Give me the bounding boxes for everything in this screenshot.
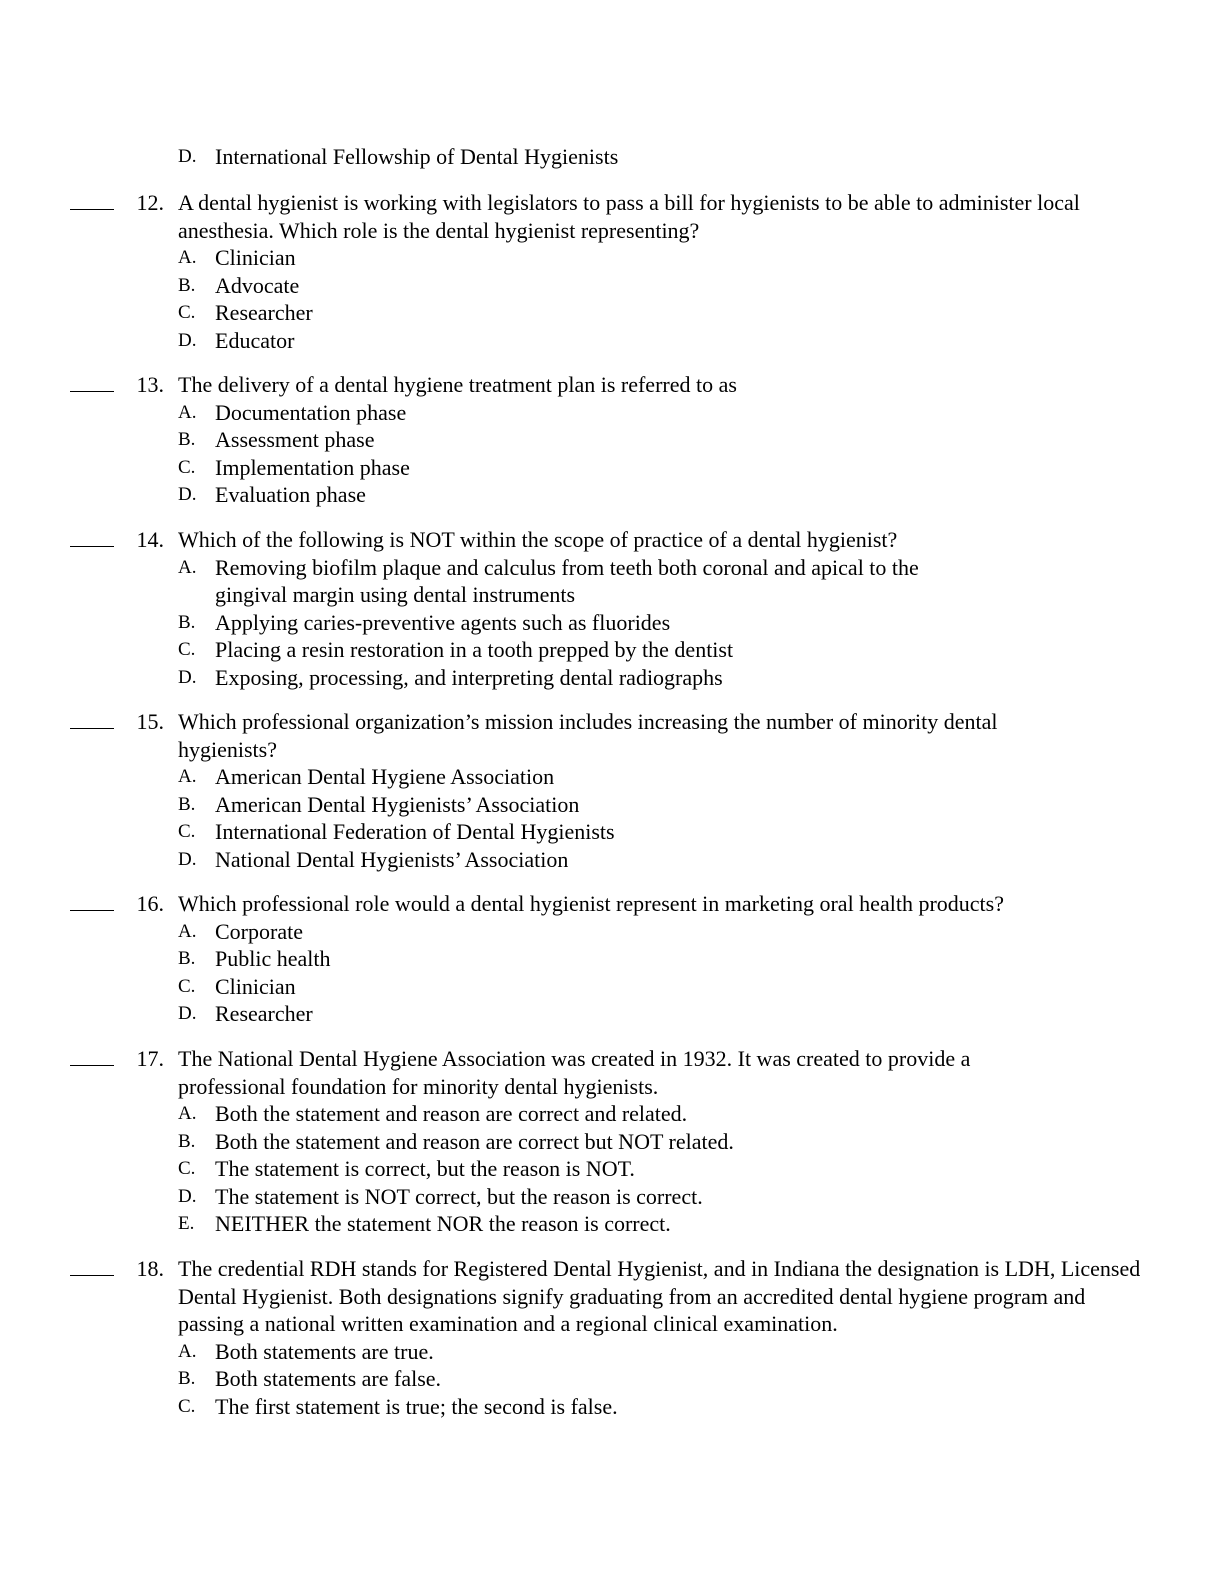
answer-blank <box>70 209 114 210</box>
question-number: 12. <box>136 190 164 215</box>
option-item <box>178 763 1078 791</box>
answer-blank <box>70 546 114 547</box>
option-item <box>178 1210 1078 1238</box>
option-letter: B. <box>178 429 196 450</box>
option-text: Corporate <box>215 918 303 944</box>
option-text: Advocate <box>215 272 300 298</box>
option-letter: D. <box>178 146 197 167</box>
option-text: Applying caries-preventive agents such as fluorides <box>215 609 671 635</box>
question-text: Which professional role would a dental hygienist represent in marketing oral health products? <box>178 891 1004 916</box>
option-item <box>178 1128 1078 1156</box>
option-item <box>178 327 1078 355</box>
option-letter: D. <box>178 1185 197 1207</box>
option-text: Exposing, processing, and interpreting dental radiographs <box>215 664 723 690</box>
answer-blank <box>70 1275 114 1276</box>
option-letter: C. <box>178 975 196 997</box>
option-letter: A. <box>178 1103 197 1124</box>
answer-blank <box>70 1065 114 1066</box>
option-item <box>178 454 1078 482</box>
question-number: 17. <box>136 1046 164 1071</box>
option-letter: D. <box>178 484 197 505</box>
option-letter: A. <box>178 401 197 423</box>
option-text: Both statements are true. <box>215 1338 434 1364</box>
option-text: Both statements are false. <box>215 1366 442 1391</box>
option-letter: B. <box>178 793 196 815</box>
option-letter: C. <box>178 1395 196 1417</box>
option-letter: C. <box>178 302 196 323</box>
question-number: 14. <box>136 527 164 552</box>
option-item <box>178 1183 1078 1211</box>
question-17 <box>0 1045 1224 1238</box>
option-letter: C. <box>178 639 196 660</box>
option-item <box>178 918 1078 946</box>
option-text: Both the statement and reason are correct but NOT related. <box>215 1128 734 1154</box>
option-text: The statement is NOT correct, but the reason is correct. <box>215 1183 703 1209</box>
option-text: Clinician <box>215 973 296 999</box>
option-letter: A. <box>178 766 197 787</box>
option-item <box>178 818 1078 846</box>
question-15 <box>0 708 1224 873</box>
option-item <box>178 481 1078 509</box>
option-letter: B. <box>178 611 196 633</box>
option-item <box>178 426 1078 454</box>
option-item <box>178 1393 1078 1421</box>
option-text: Public health <box>215 946 331 971</box>
option-letter: D. <box>178 1003 197 1024</box>
option-text: Researcher <box>215 1001 313 1026</box>
option-text: American Dental Hygienists’ Association <box>215 791 580 817</box>
option-item <box>178 143 1078 171</box>
option-item <box>178 609 1078 637</box>
option-item <box>178 554 948 609</box>
option-item <box>178 973 1078 1001</box>
option-item <box>178 244 1078 272</box>
option-text: National Dental Hygienists’ Association <box>215 846 569 872</box>
option-text: International Federation of Dental Hygienists <box>215 819 615 844</box>
option-text: Clinician <box>215 245 296 270</box>
option-text: Documentation phase <box>215 399 407 425</box>
question-text: Which professional organization’s mission includes increasing the number of minority dental hygienists? <box>178 709 998 762</box>
option-text: Assessment phase <box>215 427 375 452</box>
option-text: International Fellowship of Dental Hygienists <box>215 144 619 169</box>
option-item <box>178 299 1078 327</box>
option-letter: D. <box>178 666 197 688</box>
option-letter: B. <box>178 274 196 296</box>
option-letter: A. <box>178 920 197 942</box>
option-letter: A. <box>178 556 197 578</box>
question-18 <box>0 1255 1224 1420</box>
question-12 <box>0 189 1224 354</box>
option-letter: D. <box>178 329 197 351</box>
option-text: Placing a resin restoration in a tooth prepped by the dentist <box>215 637 734 662</box>
option-text: American Dental Hygiene Association <box>215 764 555 789</box>
option-item <box>178 1100 1078 1128</box>
option-text: Removing biofilm plaque and calculus from teeth both coronal and apical to the gingival margin using dental instruments <box>215 554 919 607</box>
question-text: Which of the following is NOT within the scope of practice of a dental hygienist? <box>178 527 898 552</box>
question-text: A dental hygienist is working with legislators to pass a bill for hygienists to be able to administer local anesthesia. Which role is the dental hygienist representing? <box>178 190 1080 243</box>
option-letter: E. <box>178 1213 195 1234</box>
option-item <box>178 945 1078 973</box>
question-number: 13. <box>136 372 164 397</box>
question-number: 18. <box>136 1256 164 1281</box>
option-item <box>178 846 1078 874</box>
answer-blank <box>70 728 114 729</box>
option-text: Researcher <box>215 300 313 325</box>
option-item <box>178 1000 1078 1028</box>
option-letter: C. <box>178 821 196 842</box>
option-text: The statement is correct, but the reason is NOT. <box>215 1156 635 1181</box>
answer-blank <box>70 391 114 392</box>
option-item <box>178 664 1078 692</box>
option-letter: B. <box>178 1130 196 1152</box>
question-16 <box>0 890 1224 1028</box>
option-letter: B. <box>178 1368 196 1389</box>
option-letter: A. <box>178 247 197 268</box>
question-text: The National Dental Hygiene Association was created in 1932. It was created to provide a professional foundation for minority dental hygienists. <box>178 1046 971 1099</box>
option-letter: C. <box>178 456 196 478</box>
question-text: The credential RDH stands for Registered Dental Hygienist, and in Indiana the designation is LDH, Licensed Dental Hygienist. Both designations signify graduating from an accredited dental hygiene program and passing a national written examination and a regional clinical examination. <box>178 1256 1141 1336</box>
option-letter: B. <box>178 948 196 969</box>
option-item <box>178 791 1078 819</box>
answer-blank <box>70 910 114 911</box>
option-text: NEITHER the statement NOR the reason is correct. <box>215 1211 671 1236</box>
option-item <box>178 272 1078 300</box>
question-number: 16. <box>136 891 164 916</box>
option-item <box>178 1338 1078 1366</box>
option-text: Evaluation phase <box>215 482 366 507</box>
question-text: The delivery of a dental hygiene treatment plan is referred to as <box>178 372 737 397</box>
option-text: Implementation phase <box>215 454 410 480</box>
option-text: The first statement is true; the second is false. <box>215 1393 618 1419</box>
option-item <box>178 1365 1078 1393</box>
option-letter: A. <box>178 1340 197 1362</box>
option-text: Both the statement and reason are correct and related. <box>215 1101 688 1126</box>
option-letter: D. <box>178 848 197 870</box>
option-item <box>178 399 1078 427</box>
continued-option <box>0 143 1078 171</box>
option-item <box>178 1155 1078 1183</box>
option-text: Educator <box>215 327 295 353</box>
option-letter: C. <box>178 1158 196 1179</box>
question-number: 15. <box>136 709 164 734</box>
question-14 <box>0 526 1224 691</box>
question-13 <box>0 371 1224 509</box>
option-item <box>178 636 1078 664</box>
